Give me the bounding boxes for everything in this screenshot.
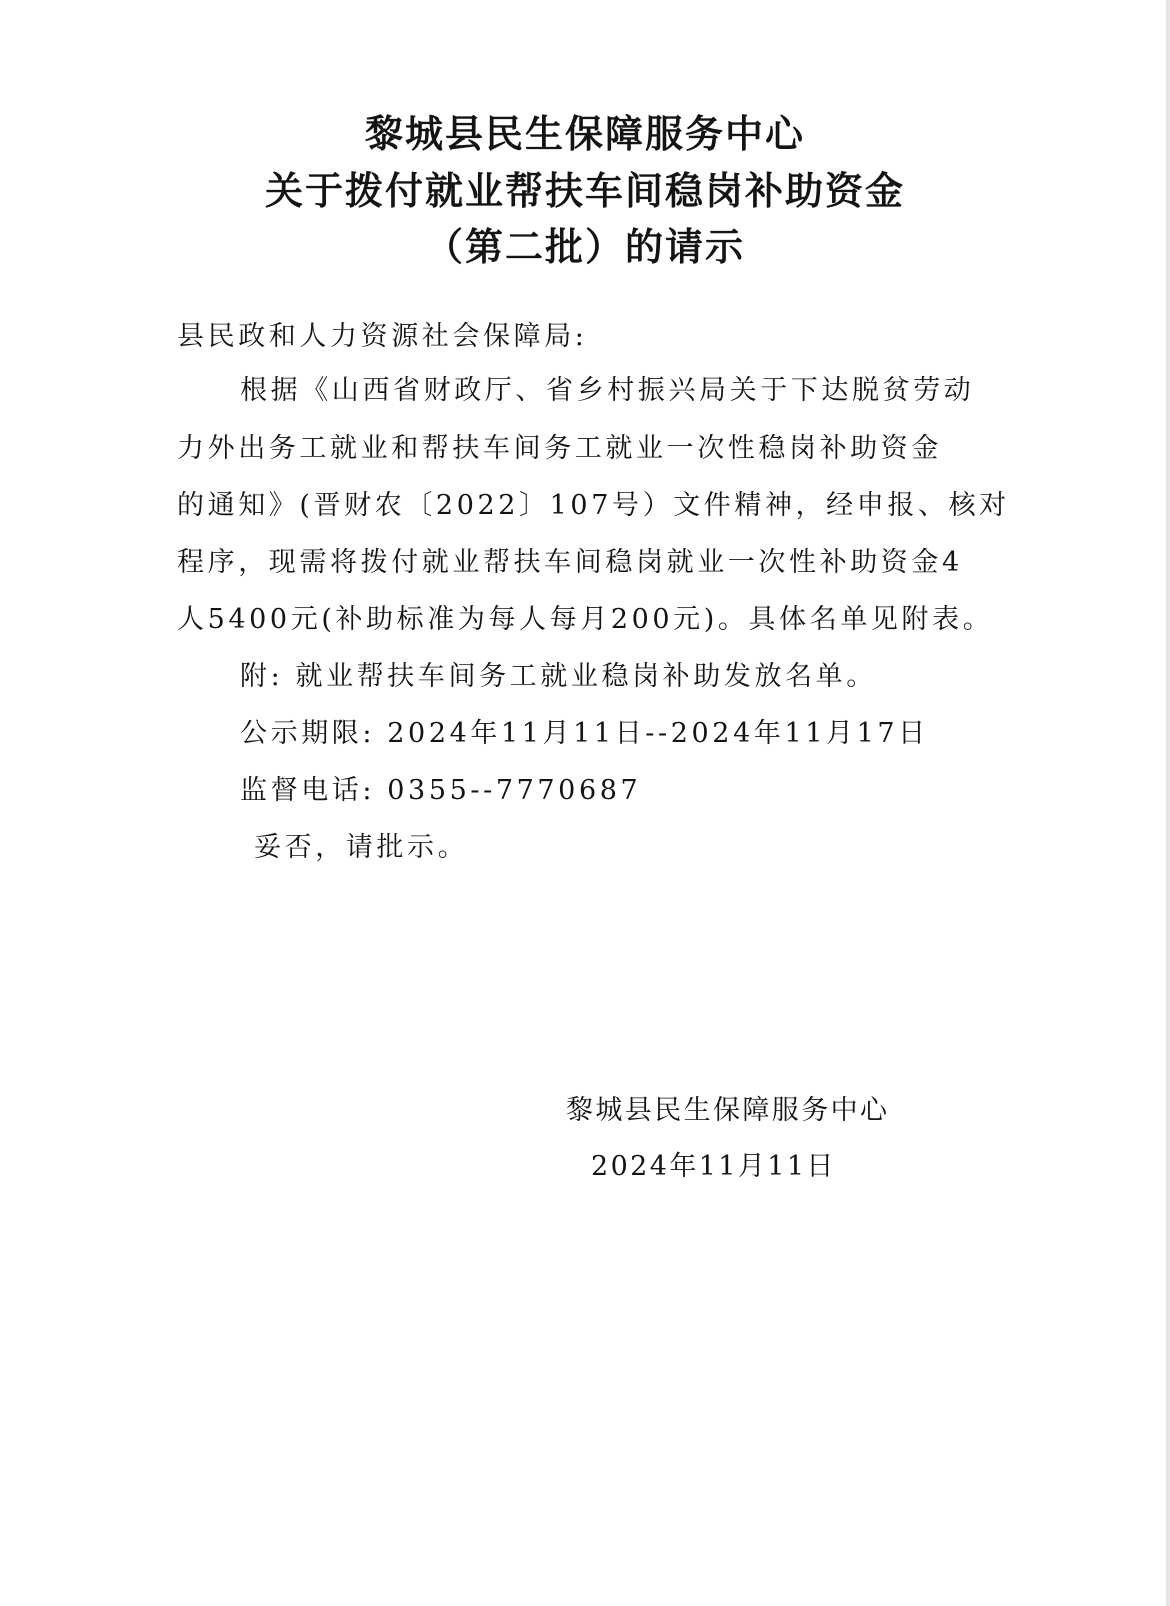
title-line-1: 黎城县民生保障服务中心	[364, 112, 805, 156]
notice-period: 公示期限: 2024年11月11日--2024年11月17日	[240, 718, 929, 749]
supervision-hotline: 监督电话: 0355--7770687	[240, 775, 642, 806]
paragraph-line-5: 人5400元(补助标准为每人每月200元)。具体名单见附表。	[177, 604, 994, 635]
signature-date: 2024年11月11日	[591, 1151, 836, 1182]
paragraph-line-1: 根据《山西省财政厅、省乡村振兴局关于下达脱贫劳动	[240, 375, 975, 406]
title-line-2: 关于拨付就业帮扶车间稳岗补助资金	[264, 169, 905, 213]
signature-org: 黎城县民生保障服务中心	[566, 1095, 890, 1126]
paragraph-line-3: 的通知》(晋财农〔2022〕107号）文件精神，经申报、核对	[177, 490, 1010, 521]
title-line-3: （第二批）的请示	[424, 225, 745, 269]
addressee: 县民政和人力资源社会保障局:	[177, 321, 588, 352]
paragraph-line-2: 力外出务工就业和帮扶车间务工就业一次性稳岗补助资金	[177, 433, 942, 464]
paragraph-line-4: 程序，现需将拨付就业帮扶车间稳岗就业一次性补助资金4	[177, 547, 963, 578]
attachment-note: 附: 就业帮扶车间务工就业稳岗补助发放名单。	[240, 661, 877, 692]
closing-request: 妥否，请批示。	[254, 832, 469, 863]
